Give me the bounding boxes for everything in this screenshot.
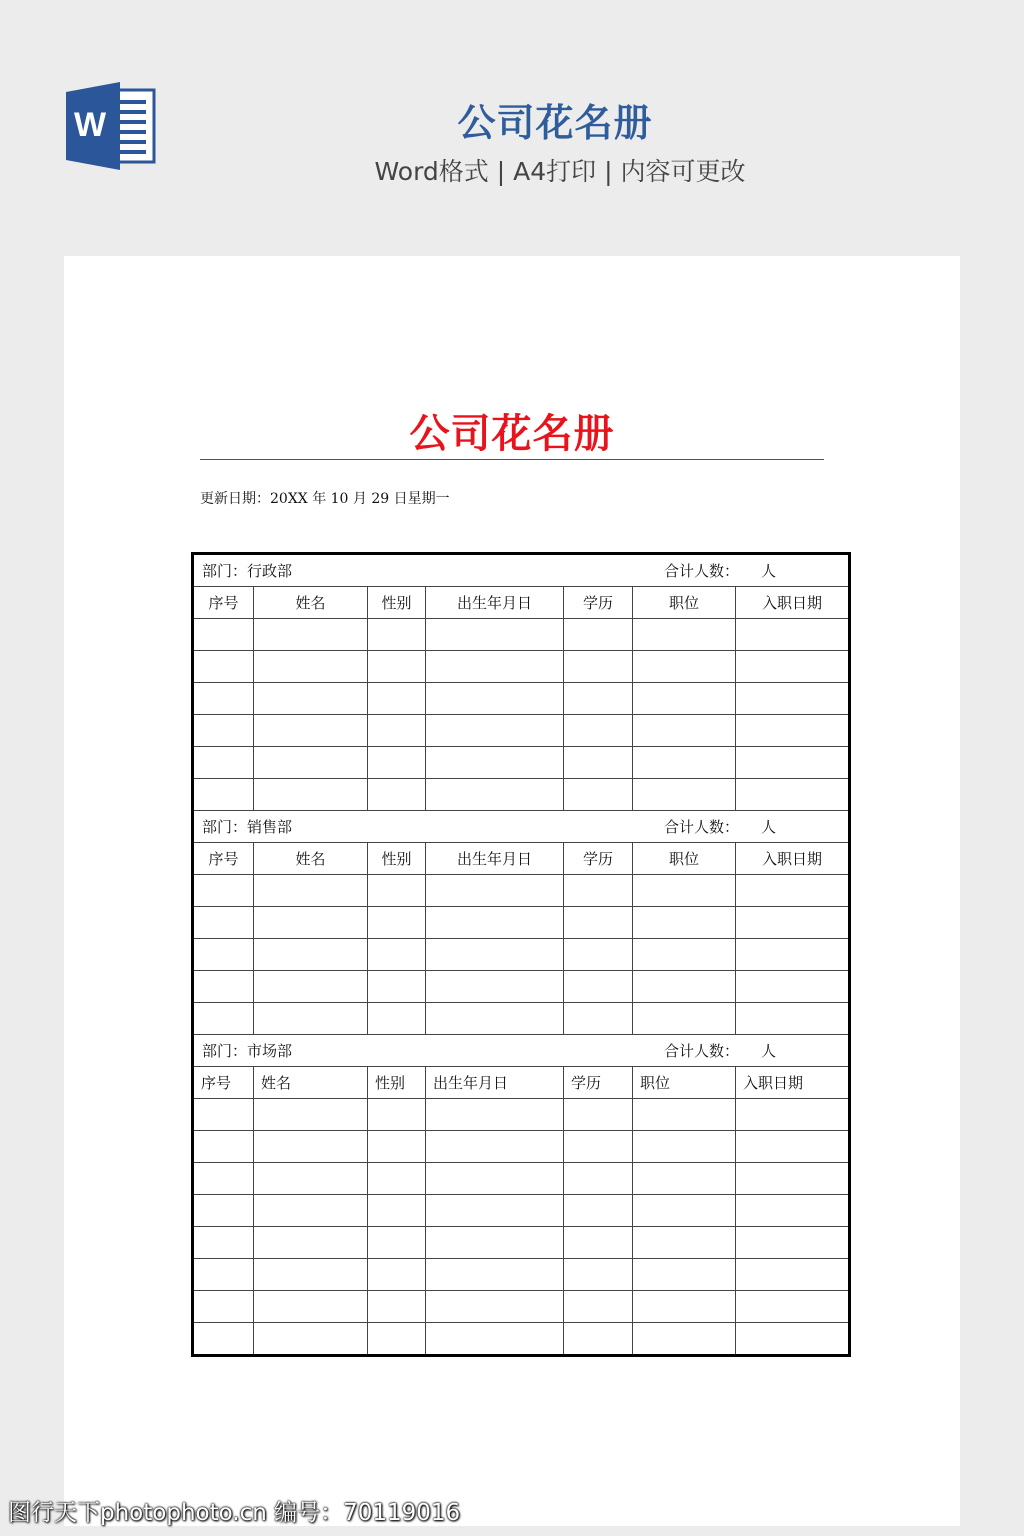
table-cell[interactable] <box>426 1003 564 1035</box>
column-header: 职位 <box>633 587 736 619</box>
table-cell[interactable] <box>633 1259 736 1291</box>
column-header-row <box>193 587 850 619</box>
column-header: 学历 <box>564 1067 633 1099</box>
table-cell[interactable] <box>426 1291 564 1323</box>
table-cell[interactable] <box>368 1259 426 1291</box>
table-cell[interactable] <box>193 1099 254 1131</box>
table-cell[interactable] <box>368 779 426 811</box>
table-cell[interactable] <box>193 1323 254 1356</box>
table-cell[interactable] <box>254 939 368 971</box>
table-cell[interactable] <box>564 651 633 683</box>
table-cell[interactable] <box>736 1195 850 1227</box>
table-cell[interactable] <box>193 1163 254 1195</box>
table-row <box>193 1195 850 1227</box>
table-cell[interactable] <box>193 747 254 779</box>
table-cell[interactable] <box>193 1131 254 1163</box>
total-label: 合计人数： <box>663 1042 739 1060</box>
table-cell[interactable] <box>368 939 426 971</box>
table-cell[interactable] <box>564 683 633 715</box>
table-cell[interactable] <box>254 1195 368 1227</box>
table-cell[interactable] <box>426 1099 564 1131</box>
table-cell[interactable] <box>564 1227 633 1259</box>
table-cell[interactable] <box>736 683 850 715</box>
table-cell[interactable] <box>368 1323 426 1356</box>
department-total <box>664 816 776 837</box>
table-cell[interactable] <box>254 1003 368 1035</box>
header-subtitle: Word格式 | A4打印 | 内容可更改 <box>374 157 746 186</box>
table-cell[interactable] <box>254 875 368 907</box>
department-cell <box>193 1035 850 1067</box>
department-total <box>664 1040 776 1061</box>
word-document-icon <box>64 82 156 170</box>
column-header: 姓名 <box>254 1067 368 1099</box>
table-cell[interactable] <box>633 715 736 747</box>
department-cell <box>193 554 850 587</box>
table-cell[interactable] <box>254 715 368 747</box>
table-cell[interactable] <box>633 1163 736 1195</box>
column-header: 入职日期 <box>736 1067 850 1099</box>
table-cell[interactable] <box>368 1227 426 1259</box>
table-cell[interactable] <box>368 1163 426 1195</box>
table-cell[interactable] <box>254 1227 368 1259</box>
table-cell[interactable] <box>633 1291 736 1323</box>
department-label: 部门：市场部 <box>202 1042 293 1060</box>
table-cell[interactable] <box>633 971 736 1003</box>
table-row <box>193 875 850 907</box>
column-header: 学历 <box>564 843 633 875</box>
table-row <box>193 1131 850 1163</box>
table-cell[interactable] <box>426 619 564 651</box>
document-page <box>64 256 960 1526</box>
table-row <box>193 971 850 1003</box>
column-header: 出生年月日 <box>426 843 564 875</box>
header-title: 公司花名册 <box>457 101 653 145</box>
table-cell[interactable] <box>368 1003 426 1035</box>
column-header: 性别 <box>368 1067 426 1099</box>
table-cell[interactable] <box>368 907 426 939</box>
table-row <box>193 651 850 683</box>
table-cell[interactable] <box>736 779 850 811</box>
table-cell[interactable] <box>426 1227 564 1259</box>
table-cell[interactable] <box>193 1259 254 1291</box>
table-cell[interactable] <box>564 1099 633 1131</box>
table-cell[interactable] <box>564 1291 633 1323</box>
table-cell[interactable] <box>736 1291 850 1323</box>
table-cell[interactable] <box>426 683 564 715</box>
table-cell[interactable] <box>254 1323 368 1356</box>
table-cell[interactable] <box>426 1323 564 1356</box>
table-cell[interactable] <box>193 971 254 1003</box>
table-row <box>193 1099 850 1131</box>
total-label: 合计人数： <box>663 818 739 836</box>
department-total <box>664 560 776 581</box>
table-cell[interactable] <box>633 875 736 907</box>
table-cell[interactable] <box>193 715 254 747</box>
table-cell[interactable] <box>254 1099 368 1131</box>
table-cell[interactable] <box>254 747 368 779</box>
roster-table <box>191 552 851 1357</box>
table-cell[interactable] <box>564 747 633 779</box>
table-cell[interactable] <box>736 1323 850 1356</box>
word-icon-letter: W <box>73 106 107 144</box>
table-cell[interactable] <box>193 779 254 811</box>
department-label: 部门：行政部 <box>202 562 293 580</box>
table-cell[interactable] <box>193 1291 254 1323</box>
table-cell[interactable] <box>736 1163 850 1195</box>
table-cell[interactable] <box>736 907 850 939</box>
table-cell[interactable] <box>254 1291 368 1323</box>
table-cell[interactable] <box>193 1003 254 1035</box>
table-cell[interactable] <box>368 1195 426 1227</box>
column-header: 入职日期 <box>736 843 850 875</box>
table-row <box>193 1163 850 1195</box>
table-row <box>193 1323 850 1356</box>
table-row <box>193 747 850 779</box>
total-unit: 人 <box>761 562 777 580</box>
table-cell[interactable] <box>564 939 633 971</box>
table-row <box>193 939 850 971</box>
table-cell[interactable] <box>426 939 564 971</box>
column-header-row <box>193 1067 850 1099</box>
table-row <box>193 715 850 747</box>
table-cell[interactable] <box>736 651 850 683</box>
table-cell[interactable] <box>736 1259 850 1291</box>
title-divider <box>200 459 824 460</box>
table-cell[interactable] <box>736 1099 850 1131</box>
table-cell[interactable] <box>426 875 564 907</box>
table-cell[interactable] <box>564 1003 633 1035</box>
table-cell[interactable] <box>368 1291 426 1323</box>
table-row <box>193 1291 850 1323</box>
table-cell[interactable] <box>254 1131 368 1163</box>
table-cell[interactable] <box>633 779 736 811</box>
table-cell[interactable] <box>633 747 736 779</box>
table-cell[interactable] <box>736 971 850 1003</box>
department-label: 部门：销售部 <box>202 818 293 836</box>
column-header: 序号 <box>193 587 254 619</box>
table-cell[interactable] <box>254 779 368 811</box>
table-cell[interactable] <box>368 715 426 747</box>
table-cell[interactable] <box>254 1259 368 1291</box>
table-cell[interactable] <box>633 1323 736 1356</box>
table-cell[interactable] <box>193 907 254 939</box>
table-cell[interactable] <box>564 907 633 939</box>
table-cell[interactable] <box>254 971 368 1003</box>
table-row <box>193 683 850 715</box>
table-cell[interactable] <box>193 651 254 683</box>
table-cell[interactable] <box>633 907 736 939</box>
table-cell[interactable] <box>426 651 564 683</box>
column-header: 出生年月日 <box>426 1067 564 1099</box>
department-row <box>193 1035 850 1067</box>
table-cell[interactable] <box>426 779 564 811</box>
table-cell[interactable] <box>426 1131 564 1163</box>
table-cell[interactable] <box>736 619 850 651</box>
table-cell[interactable] <box>736 939 850 971</box>
table-cell[interactable] <box>426 1259 564 1291</box>
table-cell[interactable] <box>426 971 564 1003</box>
table-cell[interactable] <box>368 619 426 651</box>
watermark: 图行天下photophoto.cn 编号：70119016 <box>8 1500 461 1526</box>
table-cell[interactable] <box>254 907 368 939</box>
table-cell[interactable] <box>736 875 850 907</box>
table-cell[interactable] <box>564 971 633 1003</box>
table-cell[interactable] <box>564 875 633 907</box>
table-cell[interactable] <box>564 1259 633 1291</box>
table-cell[interactable] <box>368 971 426 1003</box>
total-unit: 人 <box>761 818 777 836</box>
table-cell[interactable] <box>633 1131 736 1163</box>
table-cell[interactable] <box>254 1163 368 1195</box>
table-cell[interactable] <box>426 747 564 779</box>
table-cell[interactable] <box>368 1131 426 1163</box>
department-cell <box>193 811 850 843</box>
total-label: 合计人数： <box>663 562 739 580</box>
table-cell[interactable] <box>254 683 368 715</box>
table-cell[interactable] <box>736 1227 850 1259</box>
table-cell[interactable] <box>633 1195 736 1227</box>
department-row <box>193 554 850 587</box>
update-date: 更新日期：20XX 年 10 月 29 日星期一 <box>200 491 450 507</box>
table-cell[interactable] <box>193 1195 254 1227</box>
table-cell[interactable] <box>736 1131 850 1163</box>
table-cell[interactable] <box>633 1227 736 1259</box>
department-row <box>193 811 850 843</box>
table-cell[interactable] <box>426 907 564 939</box>
table-cell[interactable] <box>633 939 736 971</box>
table-row <box>193 619 850 651</box>
table-cell[interactable] <box>736 715 850 747</box>
table-cell[interactable] <box>633 1099 736 1131</box>
table-cell[interactable] <box>368 1099 426 1131</box>
table-cell[interactable] <box>193 683 254 715</box>
table-cell[interactable] <box>254 619 368 651</box>
table-cell[interactable] <box>564 715 633 747</box>
table-cell[interactable] <box>633 619 736 651</box>
column-header: 序号 <box>193 843 254 875</box>
column-header-row <box>193 843 850 875</box>
column-header: 姓名 <box>254 587 368 619</box>
table-row <box>193 1259 850 1291</box>
table-cell[interactable] <box>736 747 850 779</box>
table-cell[interactable] <box>193 875 254 907</box>
table-cell[interactable] <box>368 875 426 907</box>
table-cell[interactable] <box>564 1131 633 1163</box>
column-header: 性别 <box>368 587 426 619</box>
column-header: 序号 <box>193 1067 254 1099</box>
table-cell[interactable] <box>564 1163 633 1195</box>
table-row <box>193 907 850 939</box>
column-header: 学历 <box>564 587 633 619</box>
table-row <box>193 779 850 811</box>
table-row <box>193 1227 850 1259</box>
table-cell[interactable] <box>193 939 254 971</box>
table-cell[interactable] <box>368 651 426 683</box>
column-header: 性别 <box>368 843 426 875</box>
total-unit: 人 <box>761 1042 777 1060</box>
column-header: 入职日期 <box>736 587 850 619</box>
table-cell[interactable] <box>426 1195 564 1227</box>
document-title: 公司花名册 <box>409 411 615 457</box>
column-header: 姓名 <box>254 843 368 875</box>
table-row <box>193 1003 850 1035</box>
table-cell[interactable] <box>368 683 426 715</box>
table-cell[interactable] <box>736 1003 850 1035</box>
table-cell[interactable] <box>564 619 633 651</box>
table-cell[interactable] <box>426 715 564 747</box>
column-header: 职位 <box>633 843 736 875</box>
table-cell[interactable] <box>368 747 426 779</box>
column-header: 职位 <box>633 1067 736 1099</box>
table-cell[interactable] <box>564 1323 633 1356</box>
table-cell[interactable] <box>193 619 254 651</box>
table-cell[interactable] <box>633 651 736 683</box>
table-cell[interactable] <box>254 651 368 683</box>
table-cell[interactable] <box>564 779 633 811</box>
table-cell[interactable] <box>633 683 736 715</box>
table-cell[interactable] <box>633 1003 736 1035</box>
table-cell[interactable] <box>426 1163 564 1195</box>
table-cell[interactable] <box>193 1227 254 1259</box>
column-header: 出生年月日 <box>426 587 564 619</box>
table-cell[interactable] <box>564 1195 633 1227</box>
